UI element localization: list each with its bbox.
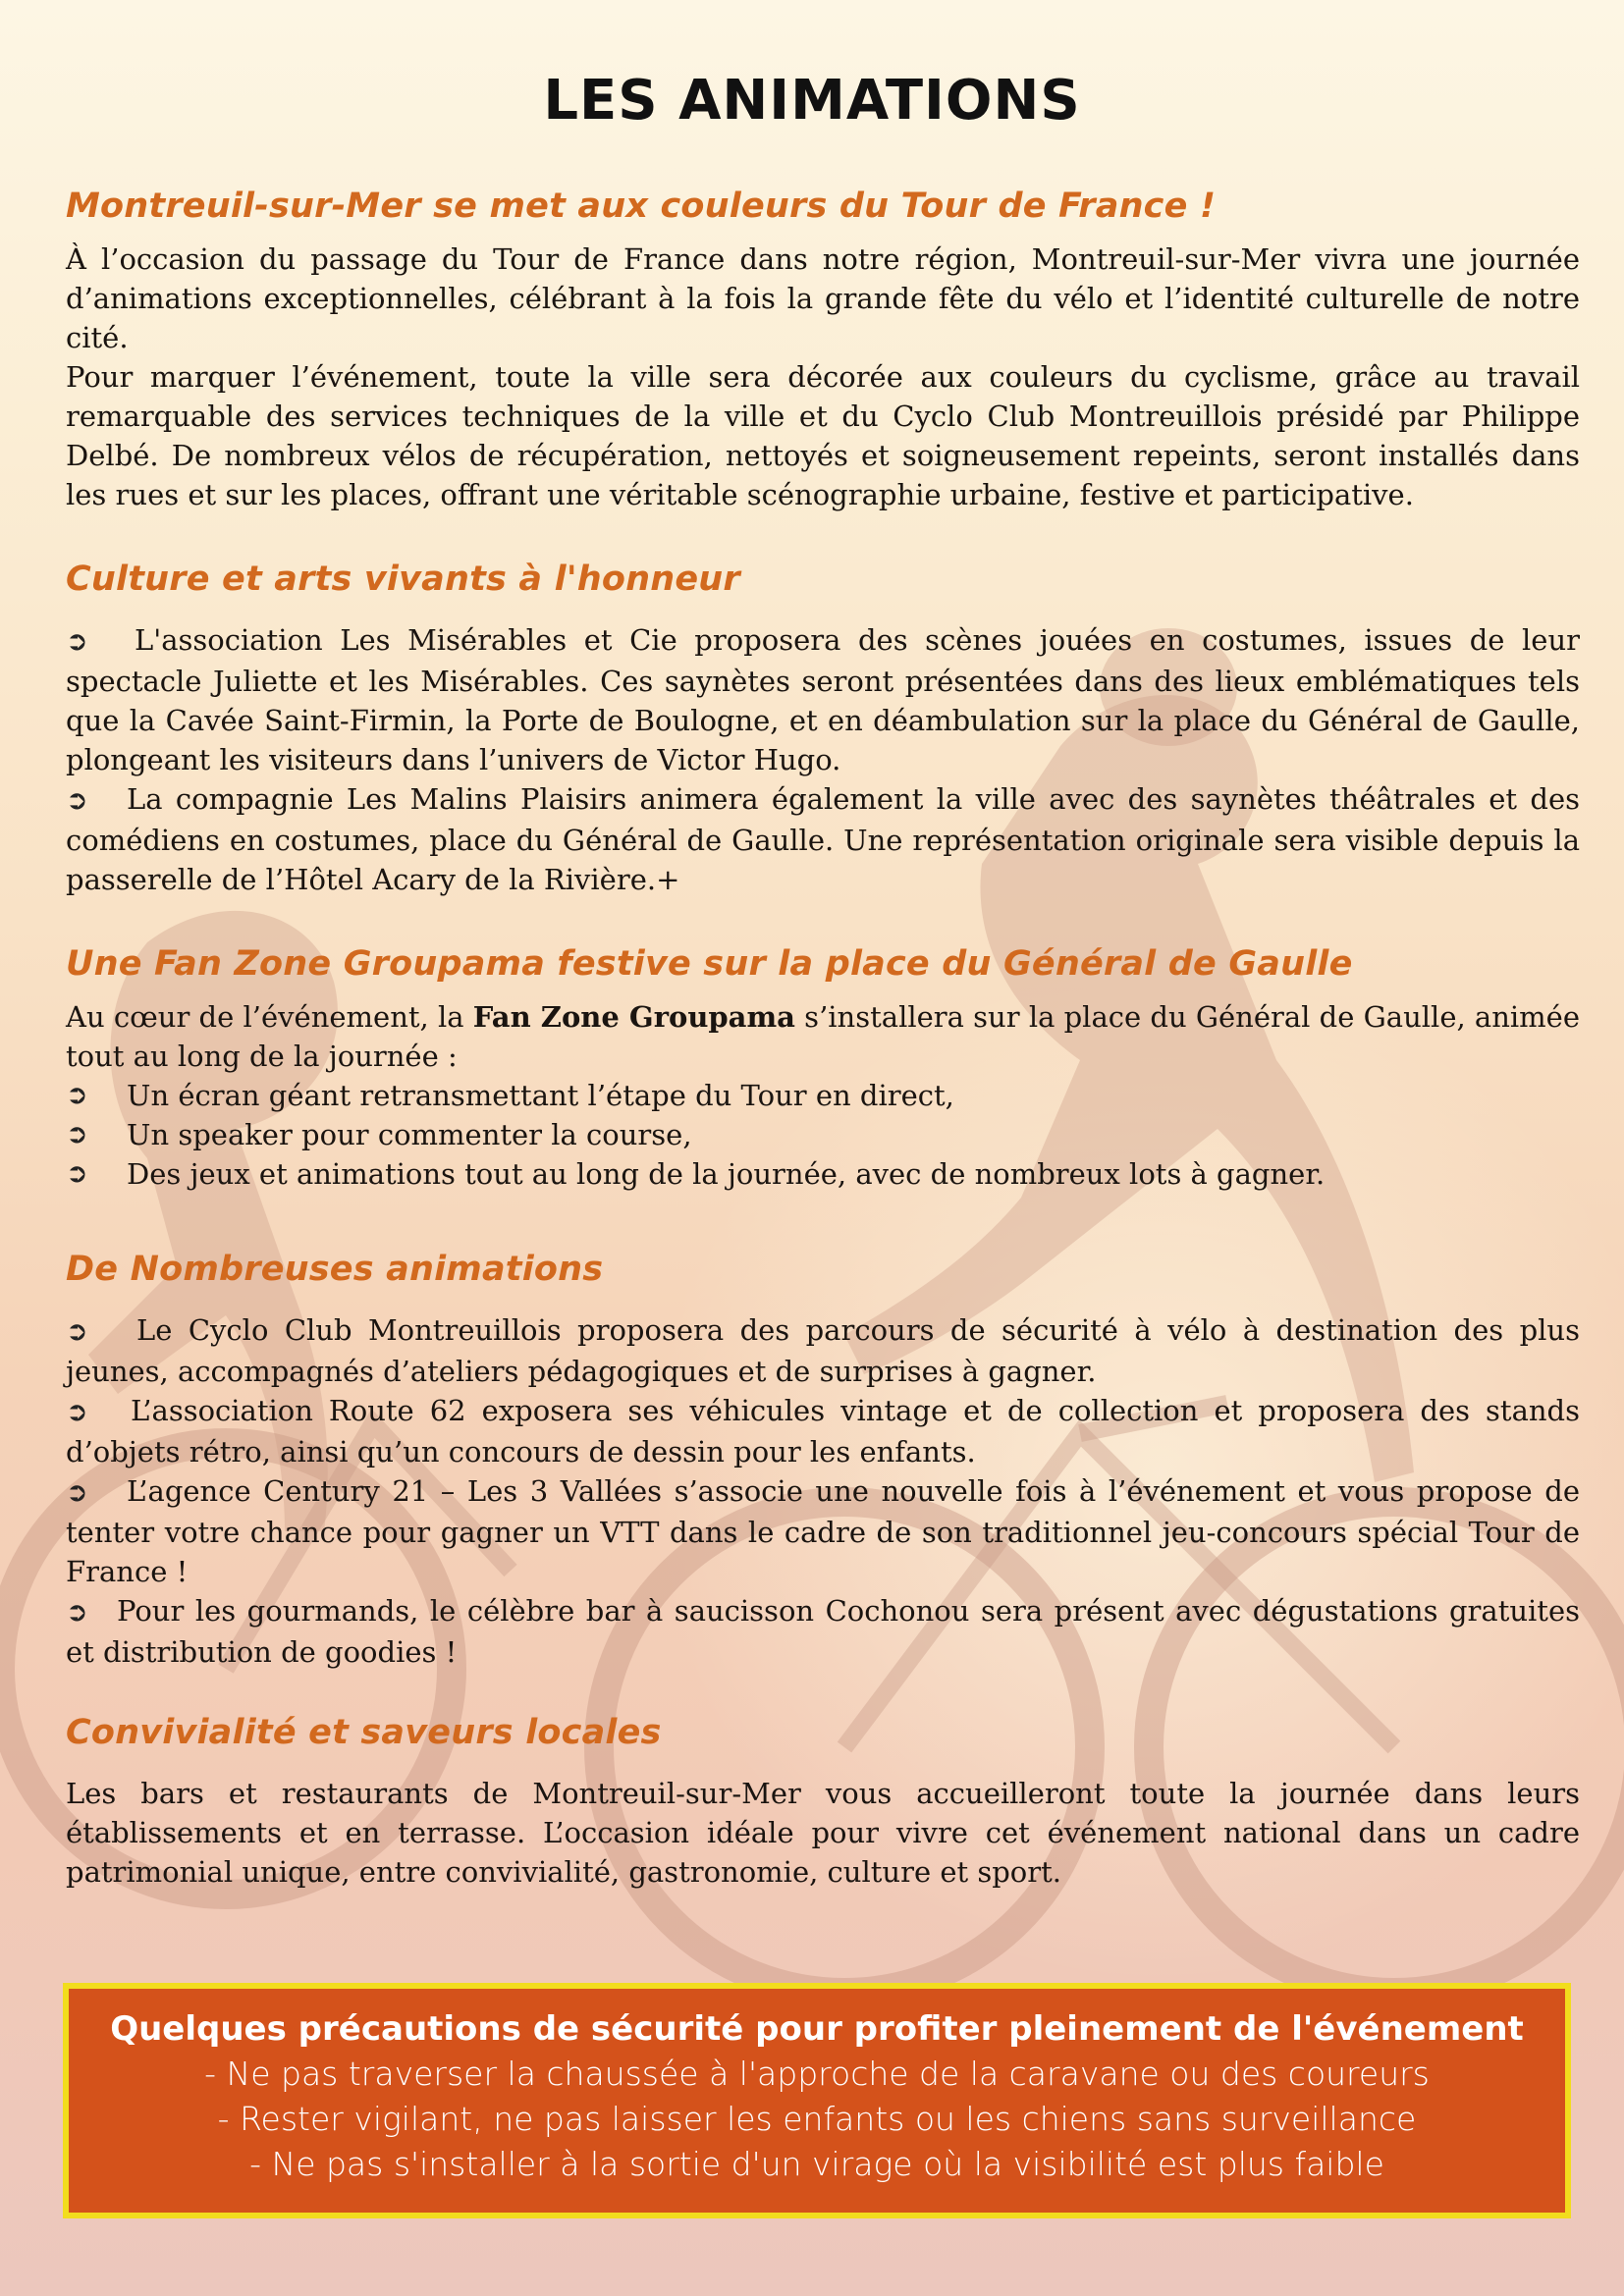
section-heading: Convivialité et saveurs locales (66, 1713, 662, 1752)
safety-line: - Ne pas traverser la chaussée à l'approche de la caravane ou des coureurs (204, 2055, 1430, 2093)
intro-text: Au cœur de l’événement, la (66, 1000, 473, 1034)
safety-line: - Ne pas s'installer à la sortie d'un virage où la visibilité est plus faible (249, 2145, 1384, 2183)
page-title: LES ANIMATIONS (543, 69, 1081, 133)
safety-title: Quelques précautions de sécurité pour profiter pleinement de l'événement (110, 2009, 1524, 2049)
fan-zone-name: Fan Zone Groupama (472, 1000, 795, 1034)
list-item (66, 620, 1580, 779)
arrow-bullet-icon: ➲ (66, 1397, 88, 1427)
arrow-bullet-icon: ➲ (66, 1080, 88, 1110)
section-tour-de-france (66, 187, 1580, 514)
intro-text: s’installera sur la place du Général de Gaulle, animée tout au long de la journée : (66, 1000, 1580, 1073)
arrow-bullet-icon: ➲ (66, 1316, 88, 1347)
list-item (66, 1591, 1580, 1672)
list-item (66, 1076, 1580, 1115)
list-item-text: L’association Route 62 exposera ses véhicules vintage et de collection et proposera des stands d’objets rétro, ainsi qu’un concours de dessin pour les enfants. (66, 1394, 1580, 1468)
safety-notice-box (63, 1983, 1571, 2218)
section-fan-zone (66, 944, 1580, 1194)
arrow-bullet-icon: ➲ (66, 1477, 88, 1508)
arrow-bullet-icon: ➲ (66, 785, 88, 816)
list-item-text: Un écran géant retransmettant l’étape du Tour en direct, (127, 1079, 954, 1112)
list-item (66, 779, 1580, 899)
list-item-text: L’agence Century 21 – Les 3 Vallées s’associe une nouvelle fois à l’événement et vous propose de tenter votre chance pour gagner un VTT dans le cadre de son traditionnel jeu-concours spécial Tour de France ! (66, 1474, 1580, 1588)
list-item (66, 1471, 1580, 1591)
list-item-text: L'association Les Misérables et Cie proposera des scènes jouées en costumes, issues de leur spectacle Juliette et les Misérables. Ces saynètes seront présentées dans des lieux emblématiques tels que la Cavée Saint-Firmin, la Porte de Boulogne, et en déambulation sur la place du Général de Gaulle, plongeant les visiteurs dans l’univers de Victor Hugo. (66, 623, 1580, 776)
paragraph: Pour marquer l’événement, toute la ville sera décorée aux couleurs du cyclisme, grâce au travail remarquable des services techniques de la ville et du Cyclo Club Montreuillois présidé par Philippe Delbé. De nombreux vélos de récupération, nettoyés et soigneusement repeints, seront installés dans les rues et sur les places, offrant une véritable scénographie urbaine, festive et participative. (66, 360, 1580, 511)
section-heading: Montreuil-sur-Mer se met aux couleurs du Tour de France ! (66, 187, 1217, 226)
list-item (66, 1310, 1580, 1391)
list-item (66, 1154, 1580, 1194)
paragraph: Les bars et restaurants de Montreuil-sur-Mer vous accueilleront toute la journée dans leurs établissements et en terrasse. L’occasion idéale pour vivre cet événement national dans un cadre patrimonial unique, entre convivialité, gastronomie, culture et sport. (66, 1777, 1580, 1889)
list-item-text: Le Cyclo Club Montreuillois proposera des parcours de sécurité à vélo à destination des plus jeunes, accompagnés d’ateliers pédagogiques et de surprises à gagner. (66, 1313, 1580, 1388)
arrow-bullet-icon: ➲ (66, 1158, 88, 1189)
arrow-bullet-icon: ➲ (66, 1119, 88, 1149)
section-heading: Une Fan Zone Groupama festive sur la place du Général de Gaulle (66, 944, 1353, 984)
list-item (66, 1115, 1580, 1154)
section-animations (66, 1250, 1580, 1672)
arrow-bullet-icon: ➲ (66, 626, 88, 657)
list-item-text: Des jeux et animations tout au long de la journée, avec de nombreux lots à gagner. (127, 1157, 1326, 1191)
list-item (66, 1391, 1580, 1471)
arrow-bullet-icon: ➲ (66, 1597, 88, 1628)
list-item-text: Pour les gourmands, le célèbre bar à saucisson Cochonou sera présent avec dégustations gratuites et distribution de goodies ! (66, 1594, 1580, 1669)
paragraph (66, 997, 1580, 1076)
paragraph: À l’occasion du passage du Tour de France dans notre région, Montreuil-sur-Mer vivra une journée d’animations exceptionnelles, célébrant à la fois la grande fête du vélo et l’identité culturelle de notre cité. (66, 242, 1580, 354)
section-culture-arts (66, 560, 1580, 899)
list-item-text: La compagnie Les Malins Plaisirs animera également la ville avec des saynètes théâtrales et des comédiens en costumes, place du Général de Gaulle. Une représentation originale sera visible depuis la passerelle de l’Hôtel Acary de la Rivière.+ (66, 782, 1580, 896)
safety-line: - Rester vigilant, ne pas laisser les enfants ou les chiens sans surveillance (217, 2100, 1417, 2138)
section-convivialite (66, 1713, 1580, 1892)
section-heading: De Nombreuses animations (66, 1250, 604, 1289)
list-item-text: Un speaker pour commenter la course, (127, 1118, 692, 1151)
section-heading: Culture et arts vivants à l'honneur (66, 560, 740, 599)
